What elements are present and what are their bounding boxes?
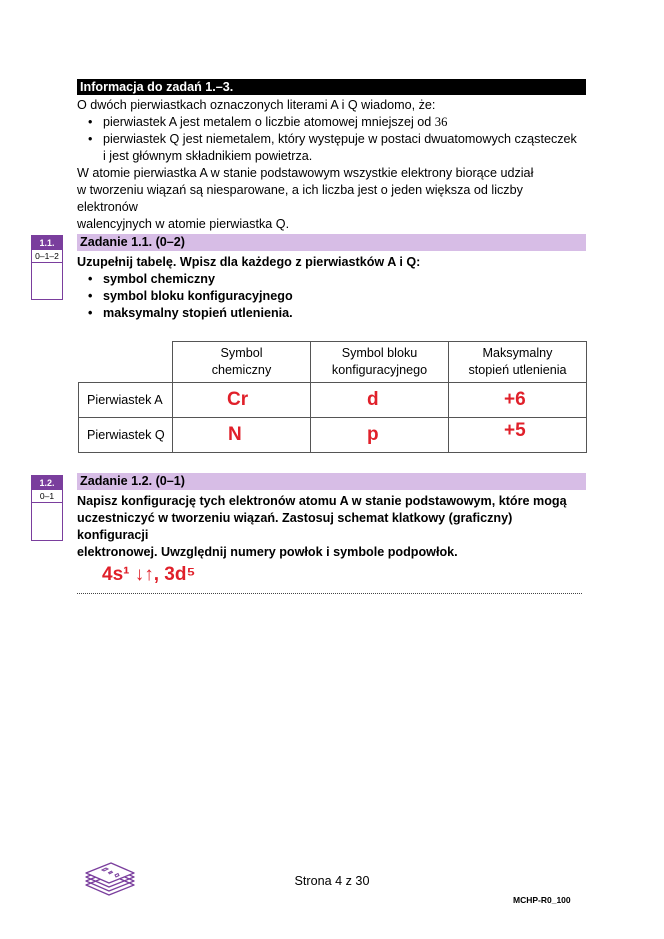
task-1-2-score-box bbox=[31, 475, 63, 541]
task-1-2-instruction-line3: elektronowej. Uwzględnij numery powłok i symbole podpowłok. bbox=[77, 545, 458, 559]
task-1-1-header: Zadanie 1.1. (0–2) bbox=[77, 234, 586, 251]
answer-cell-a-symbol[interactable] bbox=[173, 383, 311, 418]
page-number: Strona 4 z 30 bbox=[294, 874, 370, 888]
row-label-q: Pierwiastek Q bbox=[79, 418, 173, 453]
info-bullet-1-number: 36 bbox=[434, 115, 448, 129]
answer-table-col-block: Symbol bloku konfiguracyjnego bbox=[311, 342, 449, 383]
info-bullets bbox=[77, 114, 587, 165]
task-1-2-header: Zadanie 1.2. (0–1) bbox=[77, 473, 586, 490]
task-1-1-score-box bbox=[31, 235, 63, 300]
handwritten-a-oxidation: +6 bbox=[504, 388, 526, 410]
handwritten-q-oxidation: +5 bbox=[504, 419, 526, 441]
table-row bbox=[79, 418, 587, 453]
task-1-2-badge-score: 0–1 bbox=[32, 490, 62, 503]
task-1-1-instruction bbox=[77, 254, 587, 322]
handwritten-a-symbol: Cr bbox=[227, 388, 249, 410]
answer-cell-q-oxidation[interactable] bbox=[449, 418, 587, 453]
task-1-2-instruction-line1: Napisz konfigurację tych elektronów atomu A w stanie podstawowym, które mogą bbox=[77, 494, 567, 508]
task-1-2-instruction bbox=[77, 493, 587, 561]
info-para-line2: w tworzeniu wiązań są niesparowane, a ich liczba jest o jeden większa od liczby elektronów bbox=[77, 183, 523, 214]
row-label-a: Pierwiastek A bbox=[79, 383, 173, 418]
task-1-1-item: • symbol bloku konfiguracyjnego bbox=[103, 288, 587, 305]
info-intro: O dwóch pierwiastkach oznaczonych literami A i Q wiadomo, że: bbox=[77, 98, 436, 112]
handwritten-q-symbol: N bbox=[228, 423, 242, 445]
info-bullet-2-line1: pierwiastek Q jest niemetalem, który występuje w postaci dwuatomowych cząsteczek bbox=[103, 132, 577, 146]
info-para-line3: walencyjnych w atomie pierwiastka Q. bbox=[77, 217, 290, 231]
task-1-2-badge-number: 1.2. bbox=[32, 476, 62, 490]
task-1-1-badge-score: 0–1–2 bbox=[32, 250, 62, 263]
info-bullet-2-line2: i jest głównym składnikiem powietrza. bbox=[103, 149, 313, 163]
answer-cell-q-block[interactable] bbox=[311, 418, 449, 453]
answer-table-corner bbox=[79, 342, 173, 383]
info-bullet-1-text: pierwiastek A jest metalem o liczbie atomowej mniejszej od bbox=[103, 115, 435, 129]
task-1-1-items bbox=[77, 271, 587, 322]
task-1-1-badge-number: 1.1. bbox=[32, 236, 62, 250]
answer-cell-a-oxidation[interactable] bbox=[449, 383, 587, 418]
table-row bbox=[79, 383, 587, 418]
answer-cell-q-symbol[interactable] bbox=[173, 418, 311, 453]
answer-dotted-line[interactable] bbox=[77, 593, 582, 594]
handwritten-answer: 4s¹ ↓↑, 3d⁵ bbox=[102, 564, 196, 585]
handwritten-q-block: p bbox=[367, 423, 379, 445]
document-code: MCHP-R0_100 bbox=[513, 895, 571, 905]
answer-table bbox=[78, 341, 587, 453]
task-1-1-item: • maksymalny stopień utlenienia. bbox=[103, 305, 587, 322]
answer-cell-a-block[interactable] bbox=[311, 383, 449, 418]
info-body bbox=[77, 97, 587, 233]
info-bullet-2 bbox=[103, 131, 587, 165]
task-1-2-instruction-line2: uczestniczyć w tworzeniu wiązań. Zastosuj schemat klatkowy (graficzny) konfiguracji bbox=[77, 511, 513, 542]
info-bullet-1 bbox=[103, 114, 587, 131]
handwritten-a-block: d bbox=[367, 388, 379, 410]
answer-table-header-row bbox=[79, 342, 587, 383]
info-para-line1: W atomie pierwiastka A w stanie podstawowym wszystkie elektrony biorące udział bbox=[77, 166, 534, 180]
answer-table-col-symbol: Symbol chemiczny bbox=[173, 342, 311, 383]
task-1-1-instruction-text: Uzupełnij tabelę. Wpisz dla każdego z pierwiastków A i Q: bbox=[77, 255, 421, 269]
info-header: Informacja do zadań 1.–3. bbox=[77, 79, 586, 95]
answer-table-col-oxidation: Maksymalny stopień utlenienia bbox=[449, 342, 587, 383]
task-1-1-item: • symbol chemiczny bbox=[103, 271, 587, 288]
